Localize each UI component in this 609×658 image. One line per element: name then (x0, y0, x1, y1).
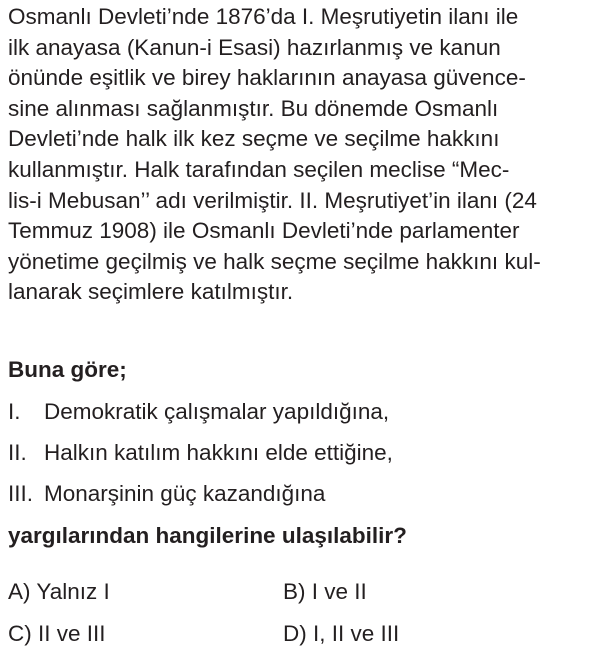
statement-text: Monarşinin güç kazandığına (44, 481, 326, 506)
statement-text: Halkın katılım hakkını elde ettiğine, (44, 440, 393, 465)
option-text: I ve II (311, 579, 367, 604)
option-c[interactable] (8, 619, 106, 649)
passage-text (8, 0, 605, 308)
statement-list (8, 397, 393, 520)
option-d[interactable] (283, 619, 399, 649)
statement-item (8, 438, 393, 479)
statement-numeral: III. (8, 481, 34, 506)
option-text: I, II ve III (313, 621, 400, 646)
passage-line: Temmuz 1908) ile Osmanlı Devleti’nde parlamenter (8, 218, 520, 244)
statement-numeral: I. (8, 399, 21, 424)
passage-line: ilk anayasa (Kanun-i Esasi) hazırlanmış ve kanun (8, 34, 501, 60)
passage-line: Devleti’nde halk ilk kez seçme ve seçilme hakkını (8, 126, 500, 152)
stem-question: yargılarından hangilerine ulaşılabilir? (8, 523, 407, 548)
option-b[interactable] (283, 577, 367, 607)
option-text: Yalnız I (36, 579, 110, 604)
stem-intro: Buna göre; (8, 357, 127, 382)
passage-line: Osmanlı Devleti’nde 1876’da I. Meşrutiyetin ilanı ile (8, 4, 519, 29)
question-block (8, 0, 605, 646)
passage-line: lis-i Mebusan’’ adı verilmiştir. II. Meşrutiyet’in ilanı (24 (8, 187, 537, 213)
passage-line: yönetime geçilmiş ve halk seçme seçilme hakkını kul- (8, 248, 541, 274)
passage-line: lanarak seçimlere katılmıştır. (8, 279, 294, 305)
statement-item (8, 479, 393, 520)
passage-line: kullanmıştır. Halk tarafından seçilen meclise “Mec- (8, 156, 510, 182)
passage-line: sine alınması sağlanmıştır. Bu dönemde Osmanlı (8, 95, 499, 121)
statement-text: Demokratik çalışmalar yapıldığına, (44, 399, 390, 424)
option-letter: B) (283, 579, 306, 604)
option-letter: C) (8, 621, 32, 646)
option-text: II ve III (38, 621, 106, 646)
option-letter: D) (283, 621, 307, 646)
passage-line: önünde eşitlik ve birey haklarının anayasa güvence- (8, 65, 526, 91)
option-a[interactable] (8, 577, 110, 607)
option-letter: A) (8, 579, 31, 604)
statement-numeral: II. (8, 440, 27, 465)
statement-item (8, 397, 393, 438)
